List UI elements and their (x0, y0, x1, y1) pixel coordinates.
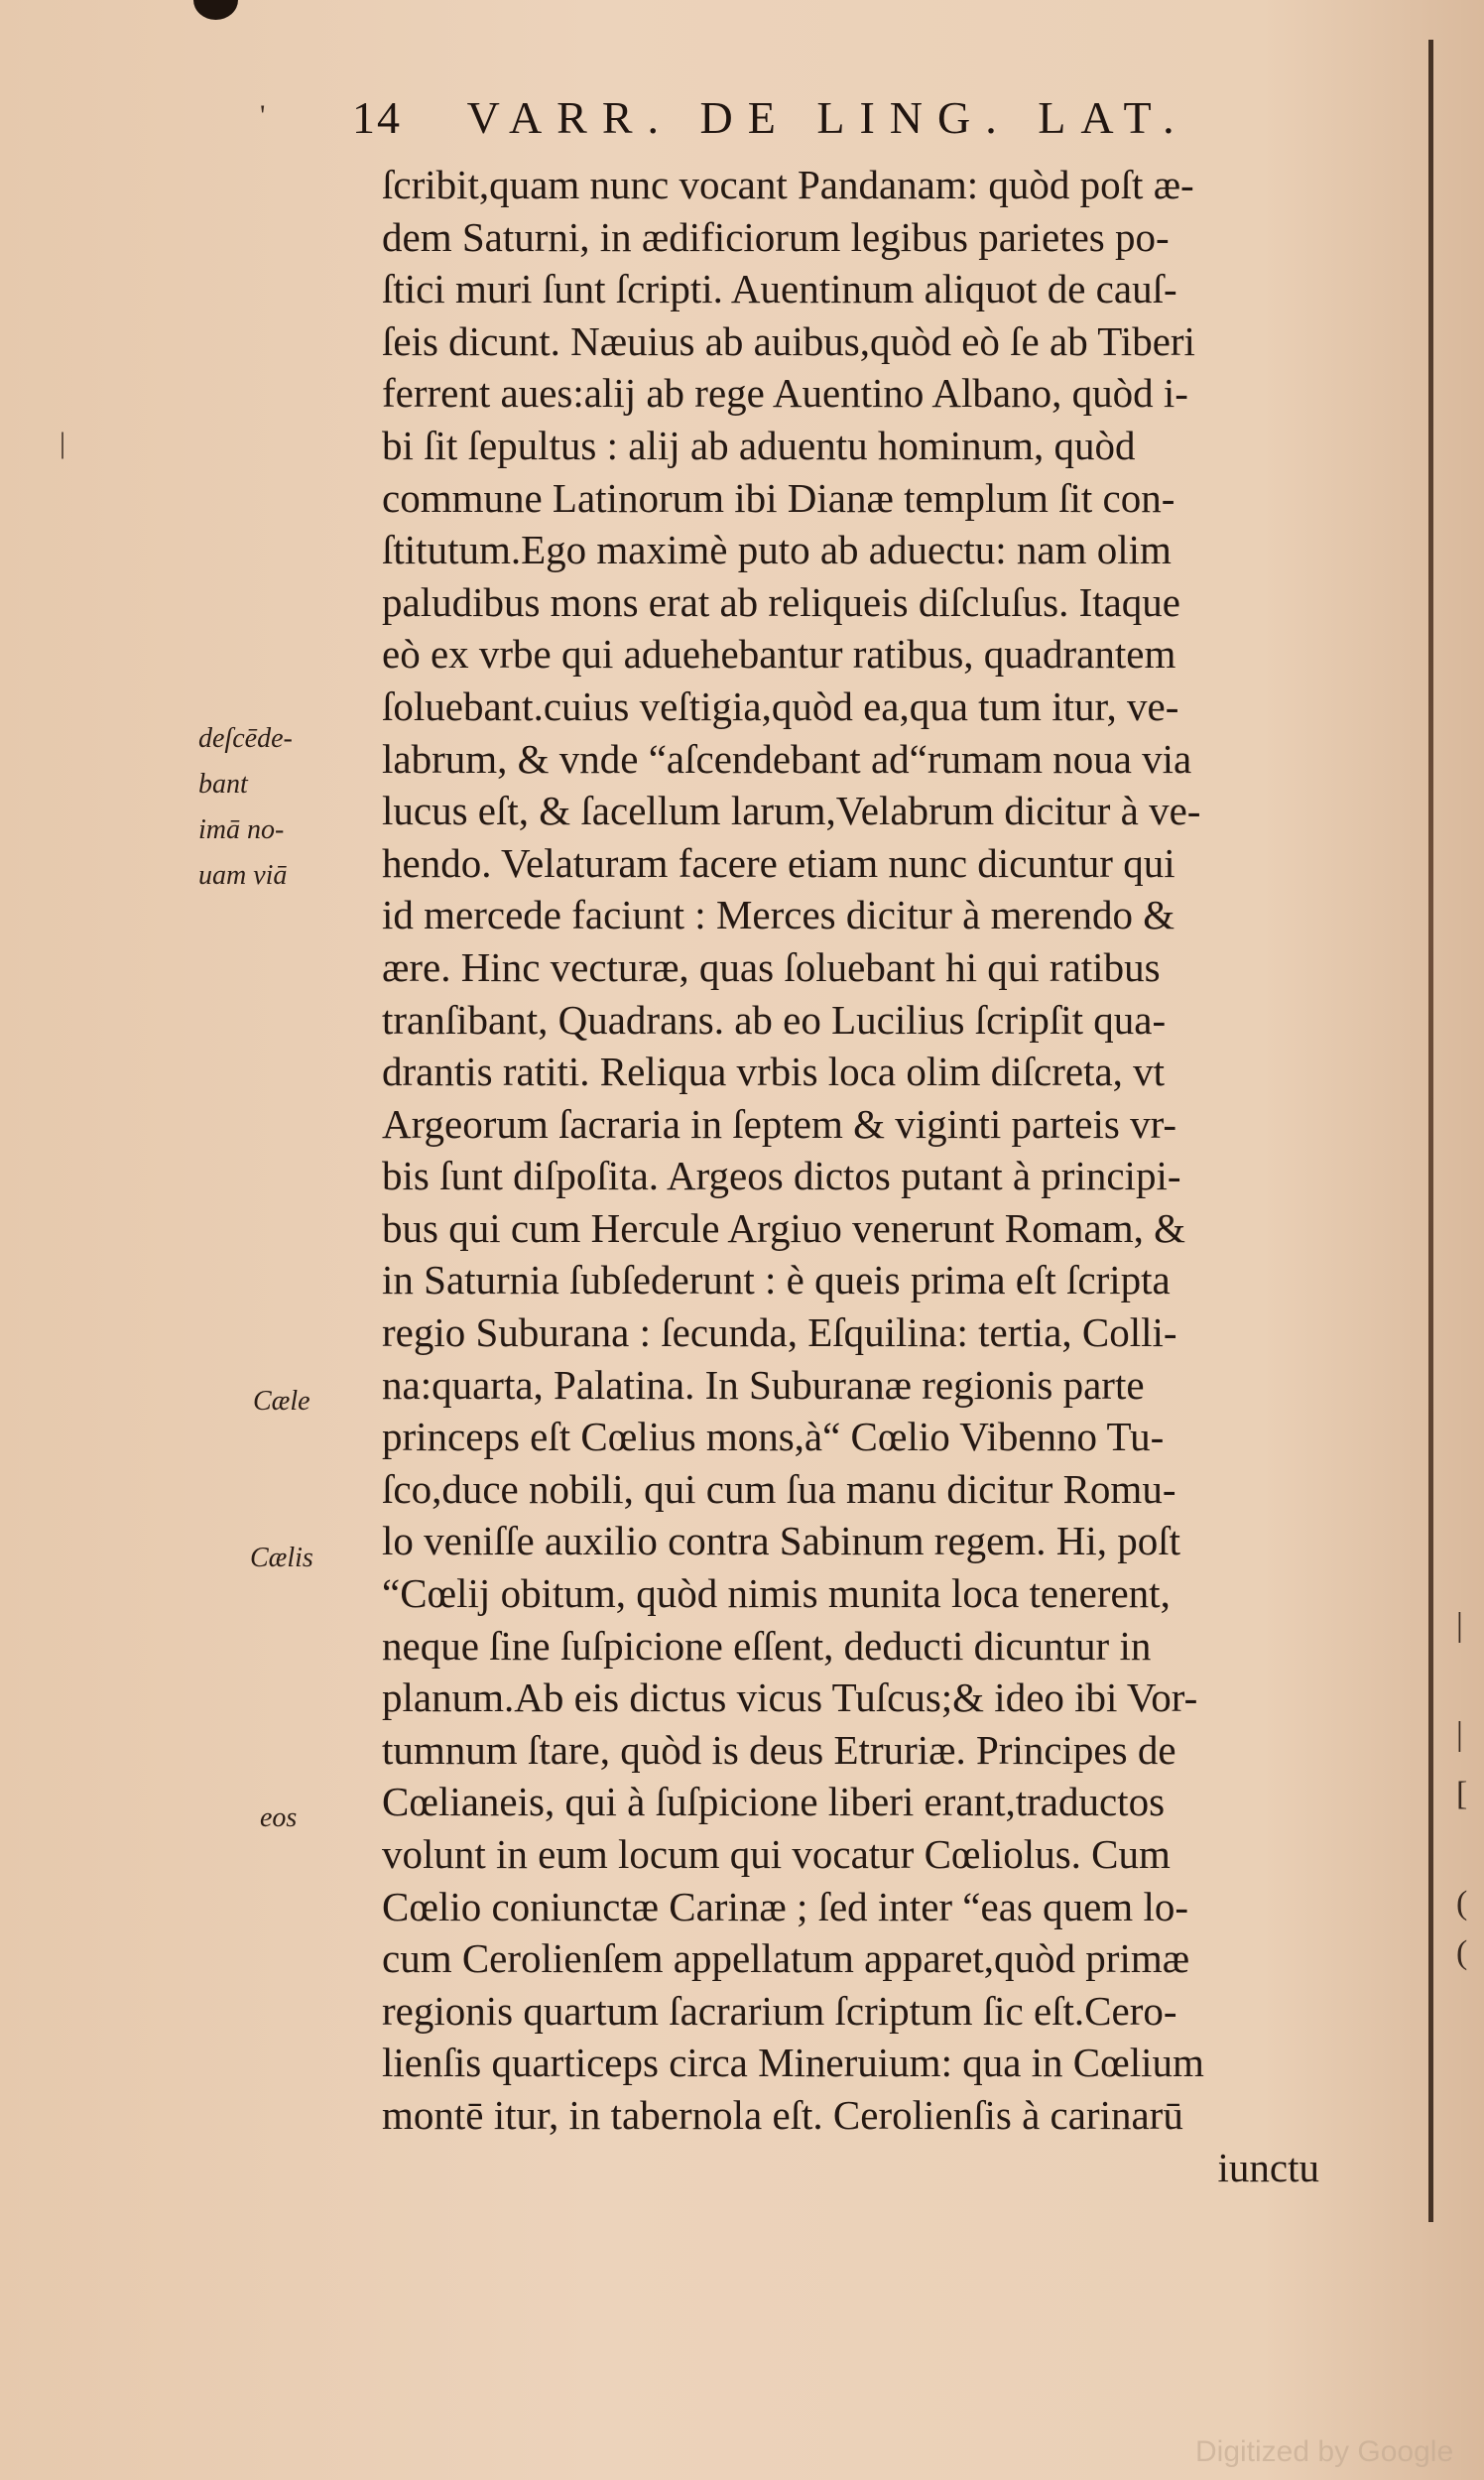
text-line: eò ex vrbe qui aduehebantur ratibus, quadrantem (382, 631, 1176, 678)
text-line: lucus eſt, & ſacellum larum,Velabrum dicitur à ve- (382, 788, 1201, 834)
ink-blot (193, 0, 238, 20)
margin-note-line: imā no- (198, 814, 285, 845)
edge-mark: | (1456, 1607, 1463, 1644)
text-line: id mercede faciunt : Merces dicitur à merendo & (382, 892, 1175, 938)
text-line: tumnum ſtare, quòd is deus Etruriæ. Principes de (382, 1726, 1176, 1773)
text-line: princeps eſt Cœlius mons,à“ Cœlio Vibenno Tu- (382, 1414, 1165, 1460)
edge-mark: ( (1456, 1934, 1468, 1971)
text-line: hendo. Velaturam facere etiam nunc dicuntur qui (382, 839, 1175, 886)
page-number: 14 (352, 92, 402, 143)
text-line: ferrent aues:alij ab rege Auentino Albano, quòd i- (382, 370, 1188, 417)
text-line: cum Cerolienſem appellatum apparet,quòd primæ (382, 1935, 1190, 1982)
running-header (352, 91, 1344, 144)
text-line: Cœlio coniunctæ Carinæ ; ſed inter “eas quem lo- (382, 1883, 1188, 1929)
margin-note-line: Cæle (253, 1386, 310, 1417)
text-line: bis ſunt diſpoſita. Argeos dictos putant à principi- (382, 1153, 1181, 1199)
text-line: in Saturnia ſubſederunt : è queis prima eſt ſcripta (382, 1257, 1171, 1303)
text-line: ære. Hinc vecturæ, quas ſoluebant hi qui ratibus (382, 943, 1161, 990)
text-line: ſtici muri ſunt ſcripti. Auentinum aliquot de cauſ- (382, 266, 1177, 312)
text-line: commune Latinorum ibi Dianæ templum ſit con- (382, 474, 1175, 521)
text-line: Argeorum ſacraria in ſeptem & viginti parteis vr- (382, 1100, 1177, 1147)
digitization-watermark: Digitized by Google (1195, 2435, 1454, 2468)
margin-tick: | (60, 427, 66, 459)
margin-note-line: Cælis (250, 1543, 313, 1573)
margin-note-line: eos (260, 1802, 298, 1833)
text-line: bi ſit ſepultus : alij ab aduentu hominum, quòd (382, 422, 1136, 468)
text-line: bus qui cum Hercule Argiuo venerunt Romam, & (382, 1204, 1185, 1251)
edge-mark: [ (1456, 1776, 1468, 1812)
margin-note (250, 1536, 429, 1581)
margin-note (260, 1796, 438, 1841)
running-title: VARR. DE LING. LAT. (466, 92, 1189, 143)
text-line: ſoluebant.cuius veſtigia,quòd ea,qua tum itur, ve- (382, 682, 1179, 729)
text-line: na:quarta, Palatina. In Suburanæ regionis parte (382, 1361, 1145, 1408)
text-line: planum.Ab eis dictus vicus Tuſcus;& ideo ibi Vor- (382, 1674, 1198, 1721)
text-line: dem Saturni, in ædificiorum legibus parietes po- (382, 213, 1170, 260)
text-line: paludibus mons erat ab reliqueis diſcluſus. Itaque (382, 578, 1181, 625)
margin-note-line: deſcēde- (198, 723, 293, 754)
text-line: ſcribit,quam nunc vocant Pandanam: quòd poſt æ- (382, 162, 1194, 207)
text-line: ſtitutum.Ego maximè puto ab aduectu: nam olim (382, 527, 1172, 573)
text-line: neque ſine ſuſpicione eſſent, deducti dicuntur in (382, 1622, 1152, 1669)
text-line: lo veniſſe auxilio contra Sabinum regem. Hi, poſt (382, 1518, 1181, 1564)
margin-note-line: uam viā (198, 860, 288, 891)
text-line: tranſibant, Quadrans. ab eo Lucilius ſcripſit qua- (382, 996, 1167, 1043)
text-line: ſco,duce nobili, qui cum ſua manu dicitur Romu- (382, 1465, 1176, 1512)
text-line: lienſis quarticeps circa Mineruium: qua in Cœlium (382, 2040, 1204, 2086)
margin-note (253, 1379, 432, 1425)
text-line: “Cœlij obitum, quòd nimis munita loca tenerent, (382, 1570, 1171, 1617)
margin-note (198, 716, 377, 899)
text-line: regio Suburana : ſecunda, Eſquilina: tertia, Colli- (382, 1309, 1177, 1356)
text-line: drantis ratiti. Reliqua vrbis loca olim diſcreta, vt (382, 1049, 1166, 1095)
text-line: Cœlianeis, qui à ſuſpicione liberi erant,traductos (382, 1779, 1166, 1825)
catchword: iunctu (1217, 2144, 1319, 2190)
text-line: ſeis dicunt. Næuius ab auibus,quòd eò ſe ab Tiberi (382, 317, 1195, 364)
margin-note-line: bant (198, 769, 248, 800)
text-line: volunt in eum locum qui vocatur Cœliolus. Cum (382, 1831, 1171, 1877)
text-line: labrum, & vnde “aſcendebant ad“rumam noua via (382, 735, 1192, 782)
edge-mark: ( (1456, 1885, 1468, 1922)
text-line: regionis quartum ſacrarium ſcriptum ſic eſt.Cero- (382, 1987, 1177, 2034)
margin-tick: ' (260, 99, 266, 132)
text-line: montē itur, in tabernola eſt. Cerolienſis à carinarū (382, 2091, 1183, 2138)
edge-mark: | (1456, 1716, 1463, 1753)
text-block (382, 159, 1334, 2193)
page-edge-rule (1428, 40, 1433, 2222)
